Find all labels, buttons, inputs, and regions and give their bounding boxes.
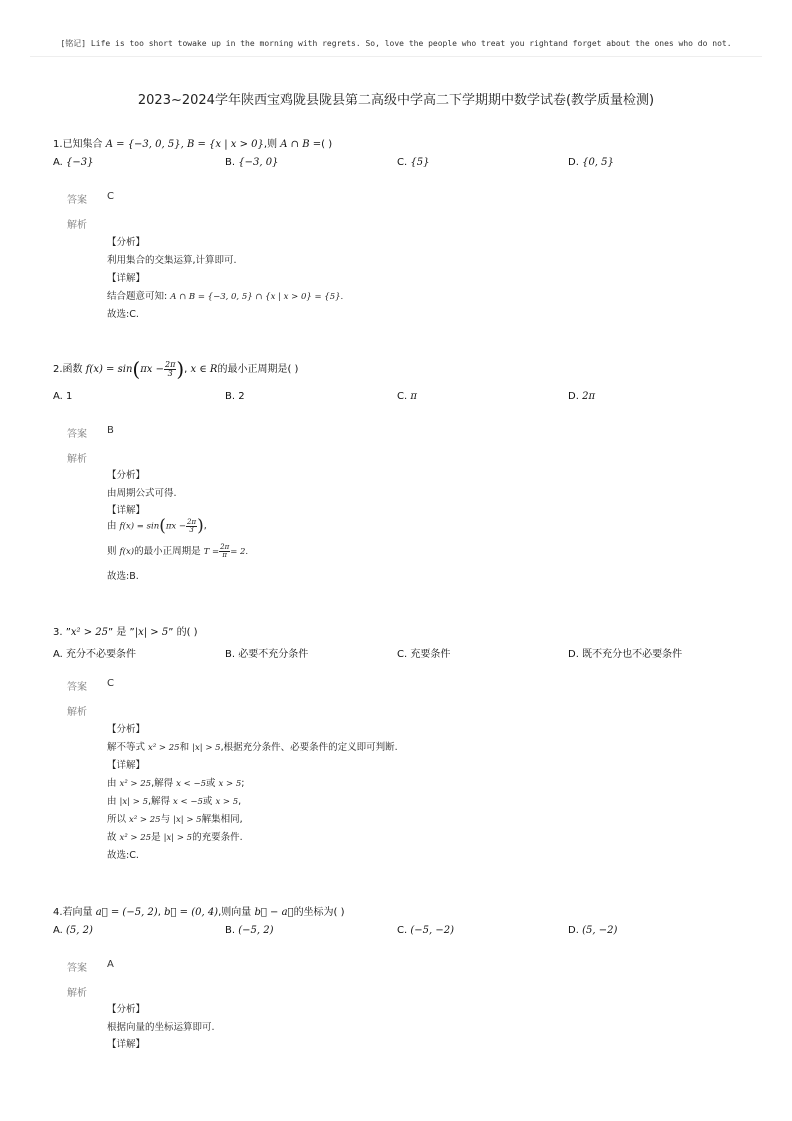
text: 的充要条件. [192,832,243,843]
option-value: (−5, −2) [410,925,455,936]
right-paren-glyph: ) [197,516,204,536]
option-letter: C. [397,925,408,936]
text: , [238,796,242,807]
q4-fenxi-heading: 【分析】 [107,1004,146,1015]
text: 或 [205,778,219,789]
q2-stem-fraction [164,361,176,378]
q1-stem-math-a: A = {−3, 0, 5} [105,139,181,150]
q1-conclusion: 故选:C. [107,309,139,320]
q2-conclusion: 故选:B. [107,571,139,582]
option-value: 既不充分也不必要条件 [582,649,683,660]
q2-detail-heading: 【详解】 [107,505,146,516]
q2-fenxi-heading: 【分析】 [107,470,146,481]
option-value: (5, 2) [66,925,93,936]
q2-option-b [225,391,245,402]
q3-answer-label: 答案 [67,682,87,693]
q3-stem-text-b: ” 是 ” [108,627,135,638]
option-value: {5} [410,157,430,168]
q2-stem-text-mid: , [184,364,191,375]
option-letter: B. [225,925,236,936]
q2-option-a [53,391,72,402]
q2-fenxi-text: 由周期公式可得. [107,488,177,499]
q4-stem-math-a: a⃗ = (−5, 2) [95,907,158,918]
q3-analysis-label: 解析 [67,707,87,718]
q1-fenxi-heading: 【分析】 [107,237,146,248]
text: ; [241,778,245,789]
fraction-numerator: 2π [164,359,176,369]
option-letter: A. [53,391,63,402]
math: |x| > 5 [163,833,193,843]
q2-detail1-func: f(x) = sin [119,521,160,532]
q3-detail-line-1 [107,775,244,789]
option-value: 必要不充分条件 [238,649,309,660]
option-value: (5, −2) [582,925,618,936]
q2-detail1-prefix: 由 [107,520,120,532]
q3-stem-math-a: x² > 25 [70,627,109,638]
q2-answer-value: B [107,425,114,436]
q3-detail-line-3 [107,811,243,825]
q2-detail2-func: f(x) [119,547,135,557]
option-value: 充分不必要条件 [66,649,137,660]
fraction-numerator: 2π [220,543,230,551]
option-letter: C. [397,391,408,402]
math: x² > 25 [129,815,161,825]
fraction-numerator: 2π [187,517,197,526]
q1-stem-text-a: 1.已知集合 [53,139,106,150]
q1-detail-math: A ∩ B = {−3, 0, 5} ∩ {x | x > 0} = {5}. [170,292,344,302]
q4-stem [53,903,345,918]
left-paren-glyph: ( [132,357,141,381]
option-letter: A. [53,925,63,936]
q2-answer-label: 答案 [67,429,87,440]
q1-option-b [225,157,278,168]
q4-detail-heading: 【详解】 [107,1039,146,1050]
q1-stem-math-c: A ∩ B = [280,139,322,150]
q4-stem-math-b: b⃗ = (0, 4) [164,907,219,918]
math: |x| > 5 [119,797,148,807]
q3-stem-text-c: ” 的( ) [168,627,198,638]
q3-option-b [225,645,308,660]
option-letter: A. [53,157,63,168]
q3-stem-text-a: 3. ” [53,627,71,638]
q4-option-b [225,925,274,936]
q2-stem-func: f(x) = sin [85,364,133,375]
q3-fenxi-a: 解不等式 [107,742,149,753]
q4-stem-math-c: b⃗ − a⃗ [254,907,294,918]
q2-detail2-tail: = 2. [230,547,249,557]
q4-stem-text-c: ,则向量 [218,907,255,918]
option-letter: B. [225,157,236,168]
q2-option-d [568,391,595,402]
q4-fenxi-text: 根据向量的坐标运算即可. [107,1022,215,1033]
q3-detail-line-4 [107,829,243,843]
option-value: 2 [238,391,245,402]
q2-detail2-mid: 的最小正周期是 [134,546,204,557]
q2-stem-inner: πx − [140,364,164,375]
q1-stem-math-b: , B = {x | x > 0} [180,139,264,150]
q3-option-a [53,645,136,660]
header-motto: [铭记] Life is too short towake up in the morning with regrets. So, love the people who treat you rightand forget about the ones who do not. [60,39,732,48]
fraction-denominator: 3 [189,525,194,534]
q2-detail2-fraction [219,544,230,559]
option-letter: A. [53,649,63,660]
q4-option-d [568,925,617,936]
option-letter: C. [397,157,408,168]
q3-answer-value: C [107,678,114,689]
q4-stem-text-a: 4.若向量 [53,907,96,918]
text: 或 [202,796,216,807]
option-value: (−5, 2) [238,925,274,936]
q3-detail-heading: 【详解】 [107,760,146,771]
q2-detail2-prefix: 则 [107,546,120,557]
option-value: 1 [66,391,73,402]
q3-detail-line-2 [107,793,241,807]
text: ,解得 [148,796,174,807]
option-letter: D. [568,925,579,936]
text: 故 [107,832,120,843]
right-paren-glyph: ) [176,357,185,381]
q3-fenxi-heading: 【分析】 [107,724,146,735]
q2-detail2-period: T = [203,547,220,557]
q3-stem-math-b: |x| > 5 [134,627,169,638]
math: |x| > 5 [173,815,202,825]
math: x² > 25 [119,779,152,789]
q4-stem-text-d: 的坐标为( ) [293,907,345,918]
q4-answer-label: 答案 [67,963,87,974]
option-value: 2π [582,391,596,402]
text: 所以 [107,814,130,825]
text: ,解得 [151,778,177,789]
q2-detail1-fraction [186,519,197,534]
q1-detail-prefix: 结合题意可知: [107,291,168,302]
fraction-denominator: 3 [167,368,173,378]
option-letter: D. [568,157,579,168]
q1-option-d [568,157,614,168]
q2-analysis-label: 解析 [67,454,87,465]
q1-detail-line [107,288,343,302]
option-letter: D. [568,391,579,402]
option-value: {−3, 0} [238,157,279,168]
option-value: 充要条件 [410,649,451,660]
math: x < −5 [173,797,203,807]
q3-fenxi-math-b: |x| > 5 [192,743,221,753]
q2-detail-line-2 [107,543,248,559]
q2-option-c [397,391,417,402]
q2-detail-line-1 [107,516,207,536]
q4-answer-value: A [107,959,114,970]
q3-fenxi-text [107,739,398,753]
q1-answer-value: C [107,191,114,202]
text: 由 [107,778,120,789]
option-value: {−3} [66,157,94,168]
math: x > 5 [215,797,239,807]
option-value: {0, 5} [582,157,614,168]
q1-option-c [397,157,429,168]
header-divider [30,56,762,57]
q2-detail1-inner: πx − [165,521,187,532]
q3-fenxi-b: 和 [179,742,193,753]
q2-stem-text-a: 2.函数 [53,364,86,375]
q1-stem-text-c: ( ) [321,139,333,150]
q1-option-a [53,157,94,168]
q2-stem-text-b: 的最小正周期是( ) [217,364,299,375]
option-letter: B. [225,391,236,402]
option-value: π [410,391,417,402]
text: 由 [107,796,120,807]
q1-analysis-label: 解析 [67,220,87,231]
q2-stem-math: x ∈ R [190,364,218,375]
q1-answer-label: 答案 [67,195,87,206]
q3-stem [53,623,198,638]
q1-fenxi-text: 利用集合的交集运算,计算即可. [107,255,237,266]
fraction-denominator: π [222,551,227,559]
option-letter: C. [397,649,408,660]
q1-detail-heading: 【详解】 [107,273,146,284]
q3-option-c [397,645,450,660]
document-title: 2023~2024学年陕西宝鸡陇县陇县第二高级中学高二下学期期中数学试卷(教学质量检测) [137,93,655,108]
math: x² > 25 [119,833,152,843]
q1-stem [53,135,332,150]
math: x > 5 [218,779,242,789]
option-letter: B. [225,649,236,660]
q2-detail1-suffix: , [203,520,207,532]
q4-analysis-label: 解析 [67,988,87,999]
q3-fenxi-math-a: x² > 25 [148,743,180,753]
option-letter: D. [568,649,579,660]
math: x < −5 [176,779,206,789]
q2-stem [53,357,298,381]
text: 与 [160,814,174,825]
q4-option-a [53,925,93,936]
q4-option-c [397,925,454,936]
text: 是 [151,832,164,843]
q3-conclusion: 故选:C. [107,850,139,861]
q3-option-d [568,645,682,660]
q4-stem-text-b: , [157,907,165,918]
q3-fenxi-c: ,根据充分条件、必要条件的定义即可判断. [220,742,398,753]
text: 解集相同, [201,814,243,825]
left-paren-glyph: ( [159,516,166,536]
q1-stem-text-b: ,则 [263,139,281,150]
